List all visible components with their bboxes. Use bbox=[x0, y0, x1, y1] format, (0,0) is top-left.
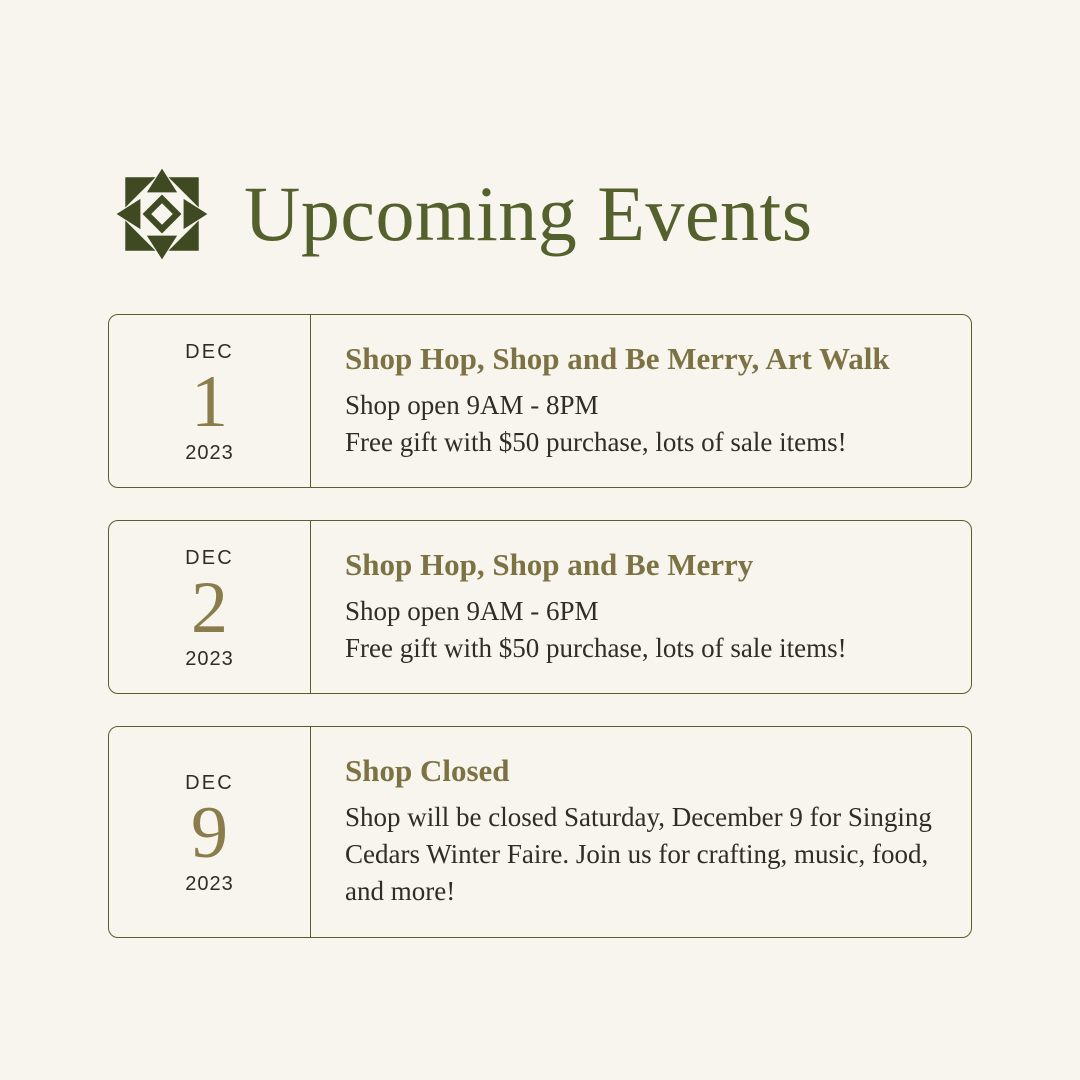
event-line: Shop open 9AM - 8PM bbox=[345, 389, 599, 420]
event-year: 2023 bbox=[185, 873, 234, 896]
event-line: Cedars Winter Faire. Join us for crafting, music, food, bbox=[345, 839, 929, 870]
event-date bbox=[109, 521, 311, 693]
event-line: Free gift with $50 purchase, lots of sale items! bbox=[345, 426, 847, 457]
event-month: DEC bbox=[185, 771, 234, 794]
event-line: Free gift with $50 purchase, lots of sale items! bbox=[345, 633, 847, 664]
event-details bbox=[311, 315, 971, 487]
eight-point-star-quilt-icon bbox=[108, 160, 216, 268]
header bbox=[108, 160, 813, 268]
event-title: Shop Hop, Shop and Be Merry bbox=[345, 547, 754, 583]
page-title: Upcoming Events bbox=[244, 170, 813, 257]
event-year: 2023 bbox=[185, 648, 234, 671]
event-month: DEC bbox=[185, 340, 234, 363]
event-title: Shop Closed bbox=[345, 753, 510, 789]
event-card[interactable] bbox=[108, 314, 972, 488]
event-date bbox=[109, 727, 311, 936]
event-day: 2 bbox=[191, 566, 228, 649]
event-day: 1 bbox=[191, 360, 228, 443]
event-line: and more! bbox=[345, 876, 456, 907]
event-date bbox=[109, 315, 311, 487]
event-year: 2023 bbox=[185, 442, 234, 465]
event-card[interactable] bbox=[108, 726, 972, 937]
event-card[interactable] bbox=[108, 520, 972, 694]
event-day: 9 bbox=[191, 791, 228, 874]
events-list bbox=[108, 314, 972, 970]
event-details bbox=[311, 727, 971, 936]
event-details bbox=[311, 521, 971, 693]
event-line: Shop will be closed Saturday, December 9 for Singing bbox=[345, 801, 932, 832]
event-month: DEC bbox=[185, 546, 234, 569]
event-title: Shop Hop, Shop and Be Merry, Art Walk bbox=[345, 341, 890, 376]
event-line: Shop open 9AM - 6PM bbox=[345, 595, 599, 626]
